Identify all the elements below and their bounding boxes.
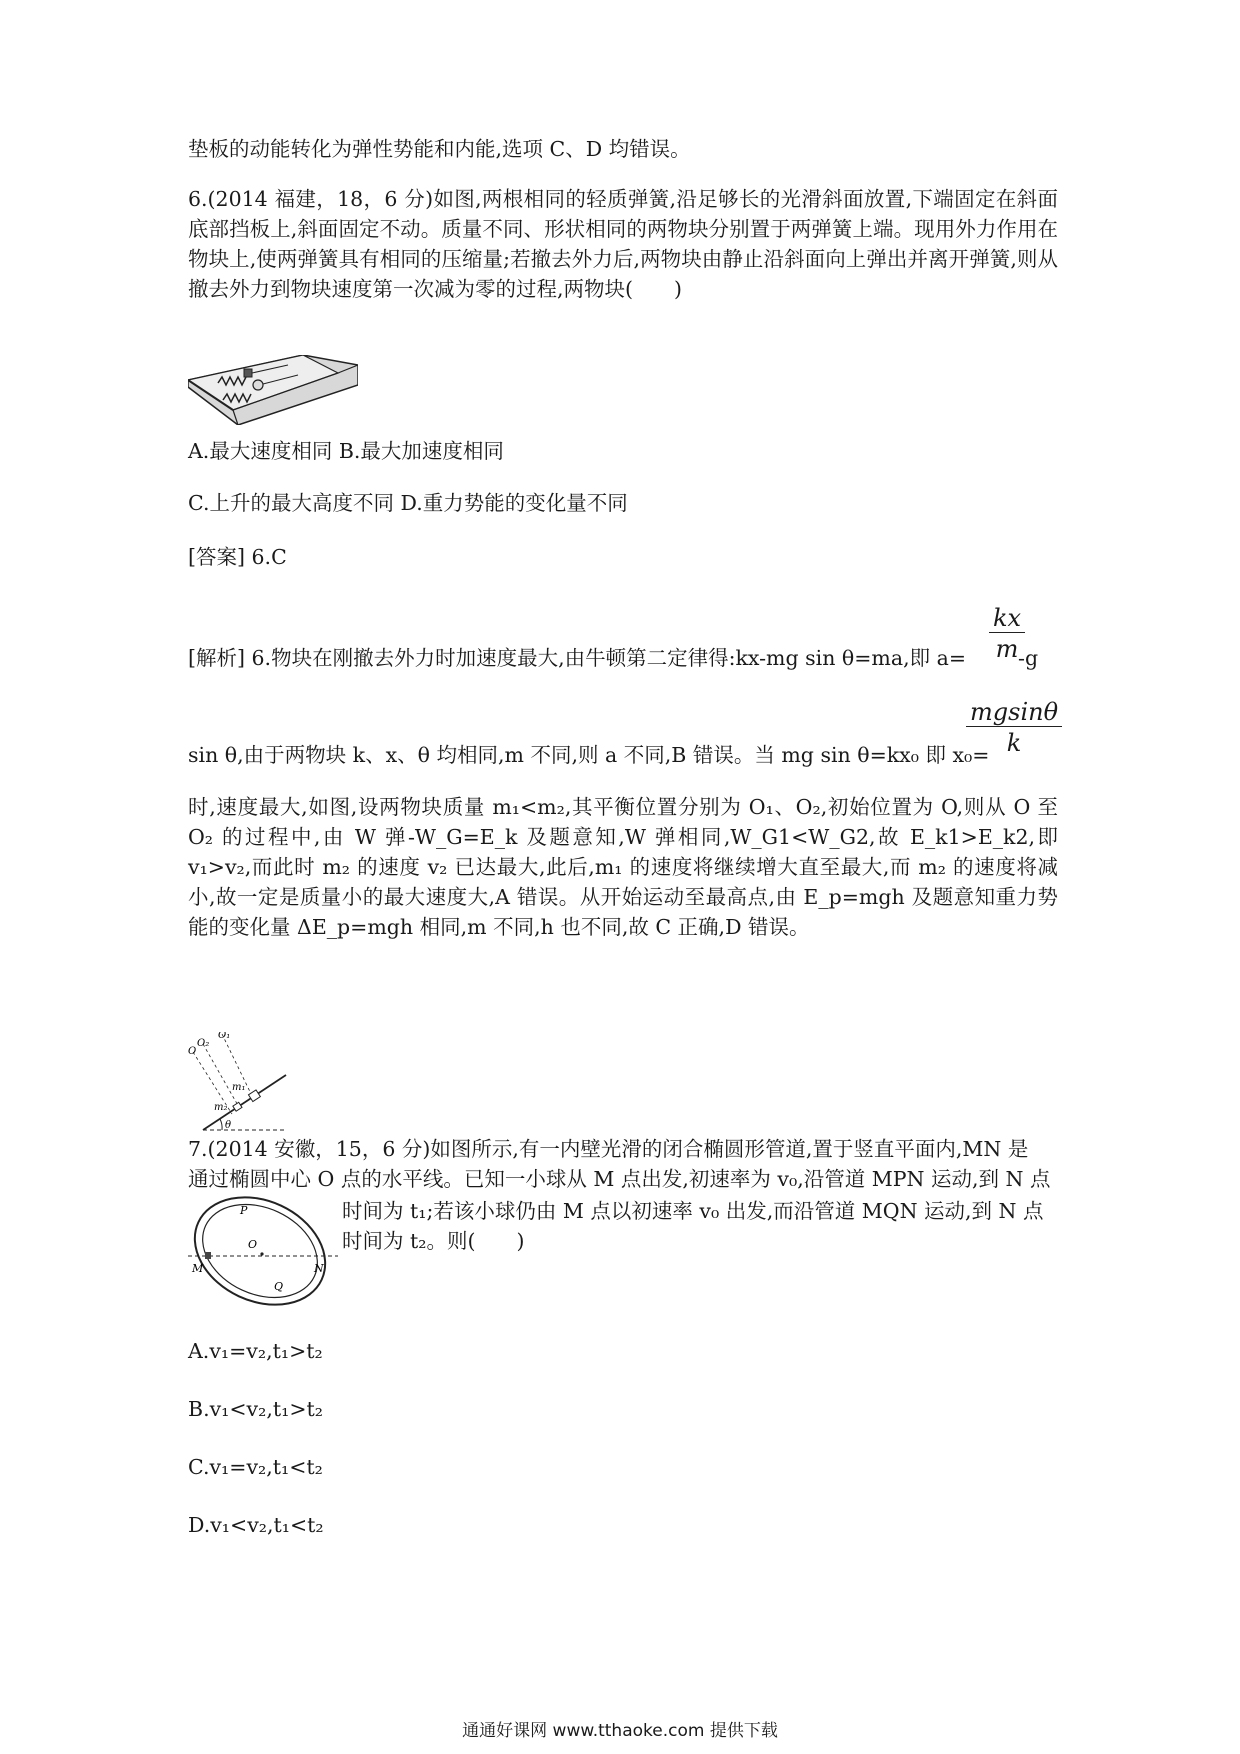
label-n: N [314, 1262, 324, 1275]
equilibrium-positions-figure [188, 1032, 288, 1132]
question-7-line-1: 7.(2014 安徽，15，6 分)如图所示,有一内壁光滑的闭合椭圆形管道,置于竖直平面内,MN 是 [188, 1137, 1029, 1161]
question-7-line-2: 通过椭圆中心 O 点的水平线。已知一小球从 M 点出发,初速率为 v₀,沿管道 MPN 运动,到 N 点 [188, 1167, 1051, 1191]
label-o1: O₁ [218, 1032, 231, 1041]
question-7-option-b: B.v₁<v₂,t₁>t₂ [188, 1397, 323, 1421]
question-7-option-d: D.v₁<v₂,t₁<t₂ [188, 1513, 324, 1537]
label-m: M [192, 1262, 204, 1275]
fraction-kx-over-m [989, 604, 1025, 663]
question-7-line-3: 时间为 t₁;若该小球仍由 M 点以初速率 v₀ 出发,而沿管道 MQN 运动,到 N 点 [342, 1199, 1044, 1223]
fraction-mgsin-over-k [966, 698, 1062, 757]
page-footer: 通通好课网 www.tthaoke.com 提供下载 [462, 1721, 778, 1741]
incline-springs-figure [188, 355, 358, 425]
question-6-options-cd: C.上升的最大高度不同 D.重力势能的变化量不同 [188, 491, 628, 515]
fraction-denominator: k [1006, 729, 1022, 757]
question-7-option-a: A.v₁=v₂,t₁>t₂ [188, 1339, 323, 1363]
continuation-line: 垫板的动能转化为弹性势能和内能,选项 C、D 均错误。 [188, 137, 691, 161]
explanation-text-1: [解析] 6.物块在刚撤去外力时加速度最大,由牛顿第二定律得:kx-mg sin θ=ma,即 a= [188, 646, 967, 670]
label-p: P [240, 1204, 248, 1217]
question-6-stem: 6.(2014 福建，18，6 分)如图,两根相同的轻质弹簧,沿足够长的光滑斜面放置,下端固定在斜面底部挡板上,斜面固定不动。质量不同、形状相同的两物块分别置于两弹簧上端。现用外力作用在物块上,使两弹簧具有相同的压缩量;若撤去外力后,两物块由静止沿斜面向上弹出并离开弹簧,则从撤去外力到物块速度第一次减为零的过程,两物块( ) [188, 187, 1058, 301]
label-m2: m₂ [214, 1102, 228, 1113]
question-7-line-4: 时间为 t₂。则( ) [342, 1229, 525, 1253]
explanation-line-1 [188, 643, 1058, 673]
fraction-numerator: kx [989, 604, 1025, 633]
label-q: Q [274, 1280, 284, 1293]
question-6-options-ab: A.最大速度相同 B.最大加速度相同 [188, 439, 504, 463]
label-m1: m₁ [232, 1082, 246, 1093]
label-theta: θ [225, 1120, 232, 1131]
label-o2: O₂ [197, 1038, 210, 1049]
question-6-answer: [答案] 6.C [188, 545, 287, 569]
question-7-option-c: C.v₁=v₂,t₁<t₂ [188, 1455, 323, 1479]
explanation-text-1-tail: -g [1018, 646, 1039, 670]
elliptical-tube-figure [188, 1196, 338, 1306]
label-o: O [188, 1046, 197, 1057]
fraction-denominator: m [995, 635, 1019, 663]
label-o: O [248, 1238, 258, 1251]
fraction-numerator: mgsinθ [966, 698, 1062, 727]
explanation-body: 时,速度最大,如图,设两物块质量 m₁<m₂,其平衡位置分别为 O₁、O₂,初始位置为 O,则从 O 至 O₂ 的过程中,由 W 弹-W_G=E_k 及题意知,W 弹相同,W_G1<W_G2,故 E_k1>E_k2,即 v₁>v₂,而此时 m₂ 的速度 v₂ 已达最大,此后,m₁ 的速度将继续增大直至最大,而 m₂ 的速度将减小,故一定是质量小的最大速度大,A 错误。从开始运动至最高点,由 E_p=mgh 及题意知重力势能的变化量 ΔE_p=mgh 相同,m 不同,h 也不同,故 C 正确,D 错误。 [188, 795, 1058, 939]
explanation-line-2: sin θ,由于两物块 k、x、θ 均相同,m 不同,则 a 不同,B 错误。当 mg sin θ=kx₀ 即 x₀= [188, 743, 990, 767]
